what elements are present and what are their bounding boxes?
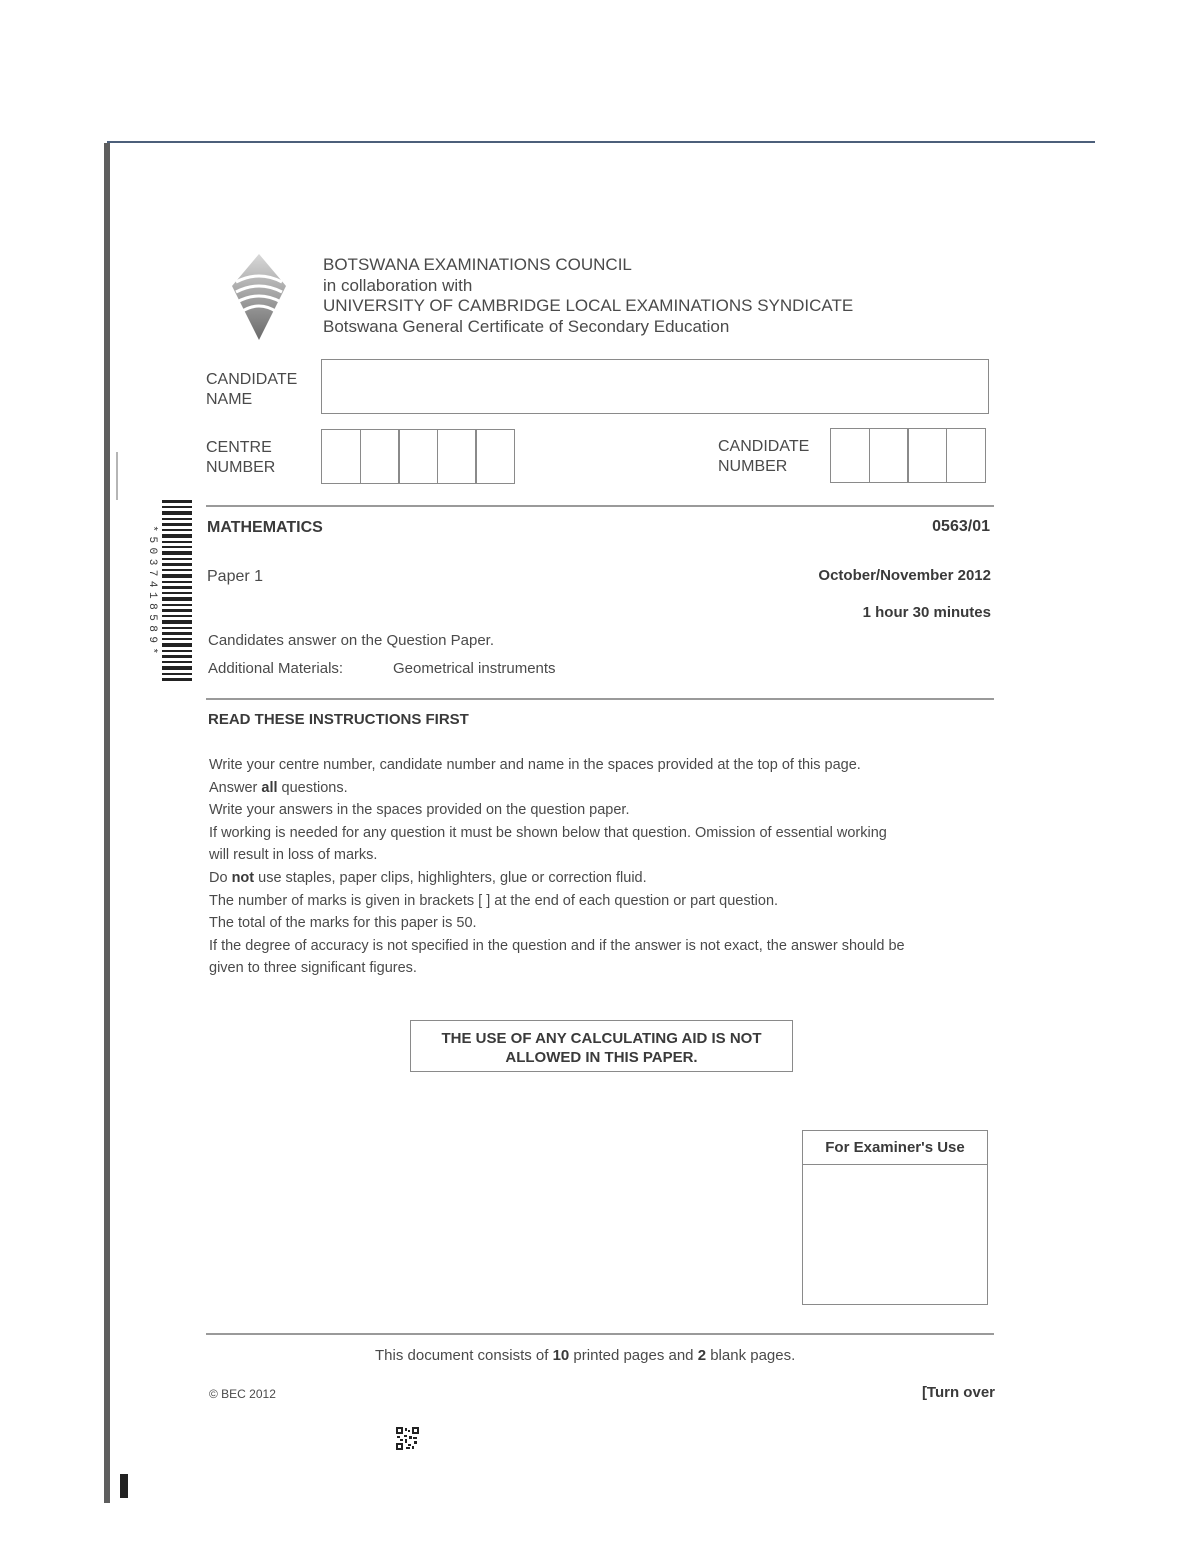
scan-edge-top (107, 141, 1095, 143)
calculator-notice: THE USE OF ANY CALCULATING AID IS NOT ALLOWED IN THIS PAPER. (410, 1020, 793, 1072)
barcode-number: *5037418589* (146, 525, 158, 659)
barcode (162, 500, 192, 683)
candidate-name-field[interactable] (321, 359, 989, 414)
candidate-number-digit[interactable] (946, 428, 986, 483)
answer-note: Candidates answer on the Question Paper. (208, 632, 495, 649)
bec-logo-icon (228, 252, 290, 342)
header-line-2: in collaboration with (323, 275, 473, 295)
candidate-number-field (830, 428, 986, 483)
scan-corner-mark (120, 1474, 128, 1498)
copyright: © BEC 2012 (209, 1387, 276, 1401)
syllabus-code: 0563/01 (932, 518, 990, 535)
divider (206, 1333, 994, 1335)
materials-value: Geometrical instruments (393, 660, 556, 677)
candidate-number-digit[interactable] (869, 428, 909, 483)
centre-number-field (321, 429, 515, 484)
divider (206, 505, 994, 507)
materials-label: Additional Materials: (208, 660, 344, 677)
subject-title: MATHEMATICS (207, 519, 323, 536)
turn-over-label: [Turn over (921, 1384, 995, 1401)
instructions-heading: READ THESE INSTRUCTIONS FIRST (208, 711, 469, 728)
page-count-note: This document consists of 10 printed pages and 2 blank pages. (375, 1347, 796, 1364)
divider (206, 698, 994, 700)
qr-code-icon (396, 1427, 419, 1450)
centre-number-label: CENTRE NUMBER (206, 439, 276, 476)
header-line-4: Botswana General Certificate of Secondary Education (323, 316, 730, 336)
centre-number-digit[interactable] (321, 429, 361, 484)
candidate-number-label: CANDIDATE NUMBER (718, 438, 810, 475)
scan-edge-left (104, 143, 110, 1503)
instructions-list: Write your centre number, candidate number and name in the spaces provided at the top of this page. Answer all questions. Write your answers in the spaces provided on the question paper. If working is needed for any question it must be shown below that question. Omission of essential working will result in loss of marks. Do not use staples, paper clips, highlighters, glue or correction fluid. The number of marks is given in brackets [ ] at the end of each question or part question. The total of the marks for this paper is 50. If the degree of accuracy is not specified in the question and if the answer is not exact, the answer should be given to three significant figures. (209, 757, 905, 977)
candidate-number-digit[interactable] (830, 428, 870, 483)
paper-number: Paper 1 (207, 568, 264, 585)
exam-session: October/November 2012 (818, 567, 991, 584)
header-line-3: UNIVERSITY OF CAMBRIDGE LOCAL EXAMINATIONS SYNDICATE (323, 296, 854, 315)
centre-number-digit[interactable] (475, 429, 515, 484)
examiners-use-heading: For Examiner's Use (803, 1131, 987, 1165)
examiners-use-box (802, 1130, 988, 1305)
centre-number-digit[interactable] (360, 429, 400, 484)
scan-fold-mark (116, 452, 118, 500)
centre-number-digit[interactable] (437, 429, 477, 484)
header-line-1: BOTSWANA EXAMINATIONS COUNCIL (323, 255, 632, 274)
exam-board-header (323, 255, 853, 337)
candidate-name-label: CANDIDATE NAME (206, 371, 298, 408)
candidate-number-digit[interactable] (907, 428, 947, 483)
centre-number-digit[interactable] (398, 429, 438, 484)
exam-duration: 1 hour 30 minutes (862, 604, 991, 621)
